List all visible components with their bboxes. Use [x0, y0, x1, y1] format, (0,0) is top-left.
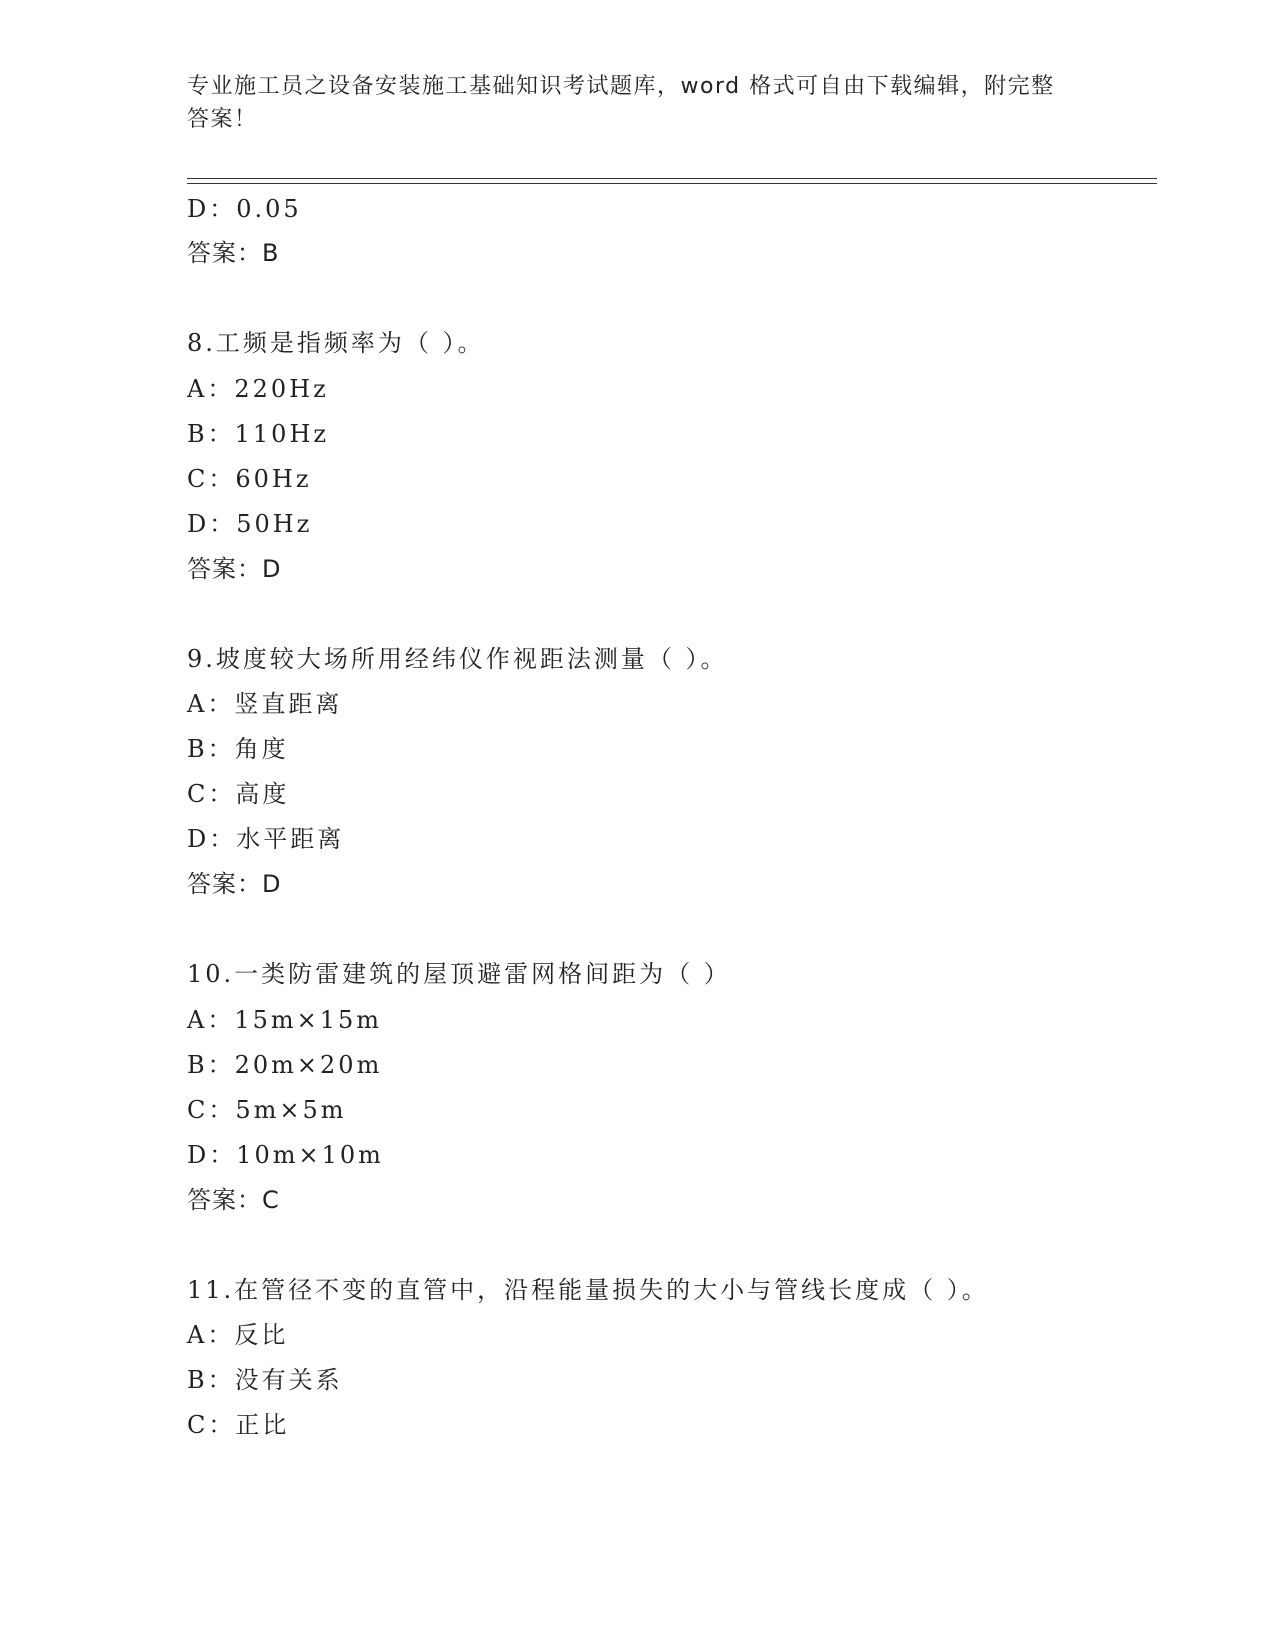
question-11-stem: 11.在管径不变的直管中，沿程能量损失的大小与管线长度成（ ）。	[187, 1276, 989, 1304]
question-8-answer: 答案：D	[187, 555, 282, 583]
question-9-stem: 9.坡度较大场所用经纬仪作视距法测量（ ）。	[187, 645, 728, 673]
question-9-option-a: A：竖直距离	[187, 690, 343, 718]
header-divider-top	[187, 178, 1157, 179]
question-9-option-c: C：高度	[187, 780, 290, 808]
question-9-answer: 答案：D	[187, 870, 282, 898]
header-divider-bottom	[187, 183, 1157, 184]
question-8-option-b: B：110Hz	[187, 420, 330, 448]
question-8-option-d: D：50Hz	[187, 510, 313, 538]
question-10-stem: 10.一类防雷建筑的屋顶避雷网格间距为（ ）	[187, 960, 731, 988]
question-10-option-d: D：10m×10m	[187, 1141, 384, 1169]
question-8-option-a: A：220Hz	[187, 375, 329, 403]
question-10-option-c: C：5m×5m	[187, 1096, 347, 1124]
document-header: 专业施工员之设备安装施工基础知识考试题库，word 格式可自由下载编辑，附完整答案！	[187, 74, 1055, 132]
prev-option-d: D：0.05	[187, 195, 302, 223]
question-9-option-d: D：水平距离	[187, 825, 345, 853]
question-9-option-b: B：角度	[187, 735, 289, 763]
question-10-option-b: B：20m×20m	[187, 1051, 383, 1079]
prev-answer: 答案：B	[187, 239, 280, 267]
question-8-stem: 8.工频是指频率为（ ）。	[187, 329, 485, 357]
question-10-answer: 答案：C	[187, 1186, 280, 1214]
question-10-option-a: A：15m×15m	[187, 1006, 383, 1034]
question-8-option-c: C：60Hz	[187, 465, 312, 493]
question-11-option-c: C：正比	[187, 1411, 290, 1439]
question-11-option-a: A：反比	[187, 1321, 289, 1349]
question-11-option-b: B：没有关系	[187, 1366, 343, 1394]
